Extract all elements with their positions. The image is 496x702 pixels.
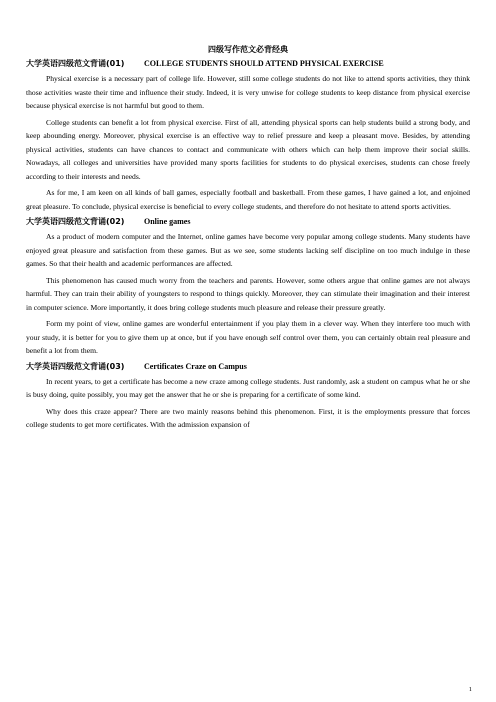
paragraph: Why does this craze appear? There are two mainly reasons behind this phenomenon. First, it is the employments pressure that forces college students to get more certificates. With the admission expansion of (26, 406, 470, 429)
essay-section-03 (26, 361, 470, 432)
section-label: 大学英语四级范文背诵(01) (26, 59, 125, 68)
section-heading (26, 58, 470, 70)
essay-section-02 (26, 216, 470, 358)
section-heading (26, 361, 470, 373)
essay-section-01 (26, 58, 470, 213)
paragraph: As for me, I am keen on all kinds of ball games, especially football and basketball. From these games, I have gained a lot, and enjoined great pleasure. To conclude, physical exercise is beneficial to every college students, and therefore do not hesitate to attend sports activities. (26, 188, 470, 211)
page-number: 1 (468, 686, 472, 693)
paragraph: As a product of modern computer and the Internet, online games have become very popular among college students. Many students have enjoyed great pleasure and satisfaction from these games. But as we see, some students lacking self discipline on too much indulge in these games. So that their health and academic performances are affected. (26, 232, 470, 268)
document-page (26, 44, 470, 435)
document-title: 四级写作范文必背经典 (208, 45, 288, 54)
section-label: 大学英语四级范文背诵(03) (26, 361, 125, 371)
section-topic: Certificates Craze on Campus (144, 361, 247, 371)
section-heading (26, 216, 470, 228)
section-topic: COLLEGE STUDENTS SHOULD ATTEND PHYSICAL EXERCISE (144, 59, 384, 68)
section-label: 大学英语四级范文背诵(02) (26, 217, 125, 226)
paragraph: Form my point of view, online games are wonderful entertainment if you play them in a clever way. When they interfere too much with your study, it is better for you to give them up at once, but if you have enough self control over them, you can certainly obtain real pleasure and benefit a lot from them. (26, 319, 470, 355)
paragraph: Physical exercise is a necessary part of college life. However, still some college students do not like to attend sports activities, they think those activities waste their time and influence their study. Indeed, it is very unwise for college students to keep distance from physical exercise because physical exercise is not harmful but good to them. (26, 74, 470, 110)
section-topic: Online games (144, 217, 191, 226)
paragraph: College students can benefit a lot from physical exercise. First of all, attending physical sports can help students build a strong body, and keep abounding energy. Moreover, physical exercise is an effective way to relief pressure and keep a pleasant move. Besides, by attending physical activities, students can have chances to contact and communicate with others which can help them improve their social skills. Nowadays, all colleges and universities have provided many sports facilities for students to do physical exercises, students can chose freely according to their interests and needs. (26, 117, 470, 181)
paragraph: This phenomenon has caused much worry from the teachers and parents. However, some others argue that online games are not always harmful. They can train their ability of youngsters to respond to things quickly. Moreover, they can stimulate their imagination and their interest in computer science. More importantly, it does bring college students much pleasure and release their pressure greatly. (26, 275, 470, 312)
paragraph: In recent years, to get a certificate has become a new craze among college students. Just randomly, ask a student on campus what he or she is busy doing, quite possibly, you may get the answer that he or she is preparing for a certificate of some kind. (26, 376, 470, 399)
